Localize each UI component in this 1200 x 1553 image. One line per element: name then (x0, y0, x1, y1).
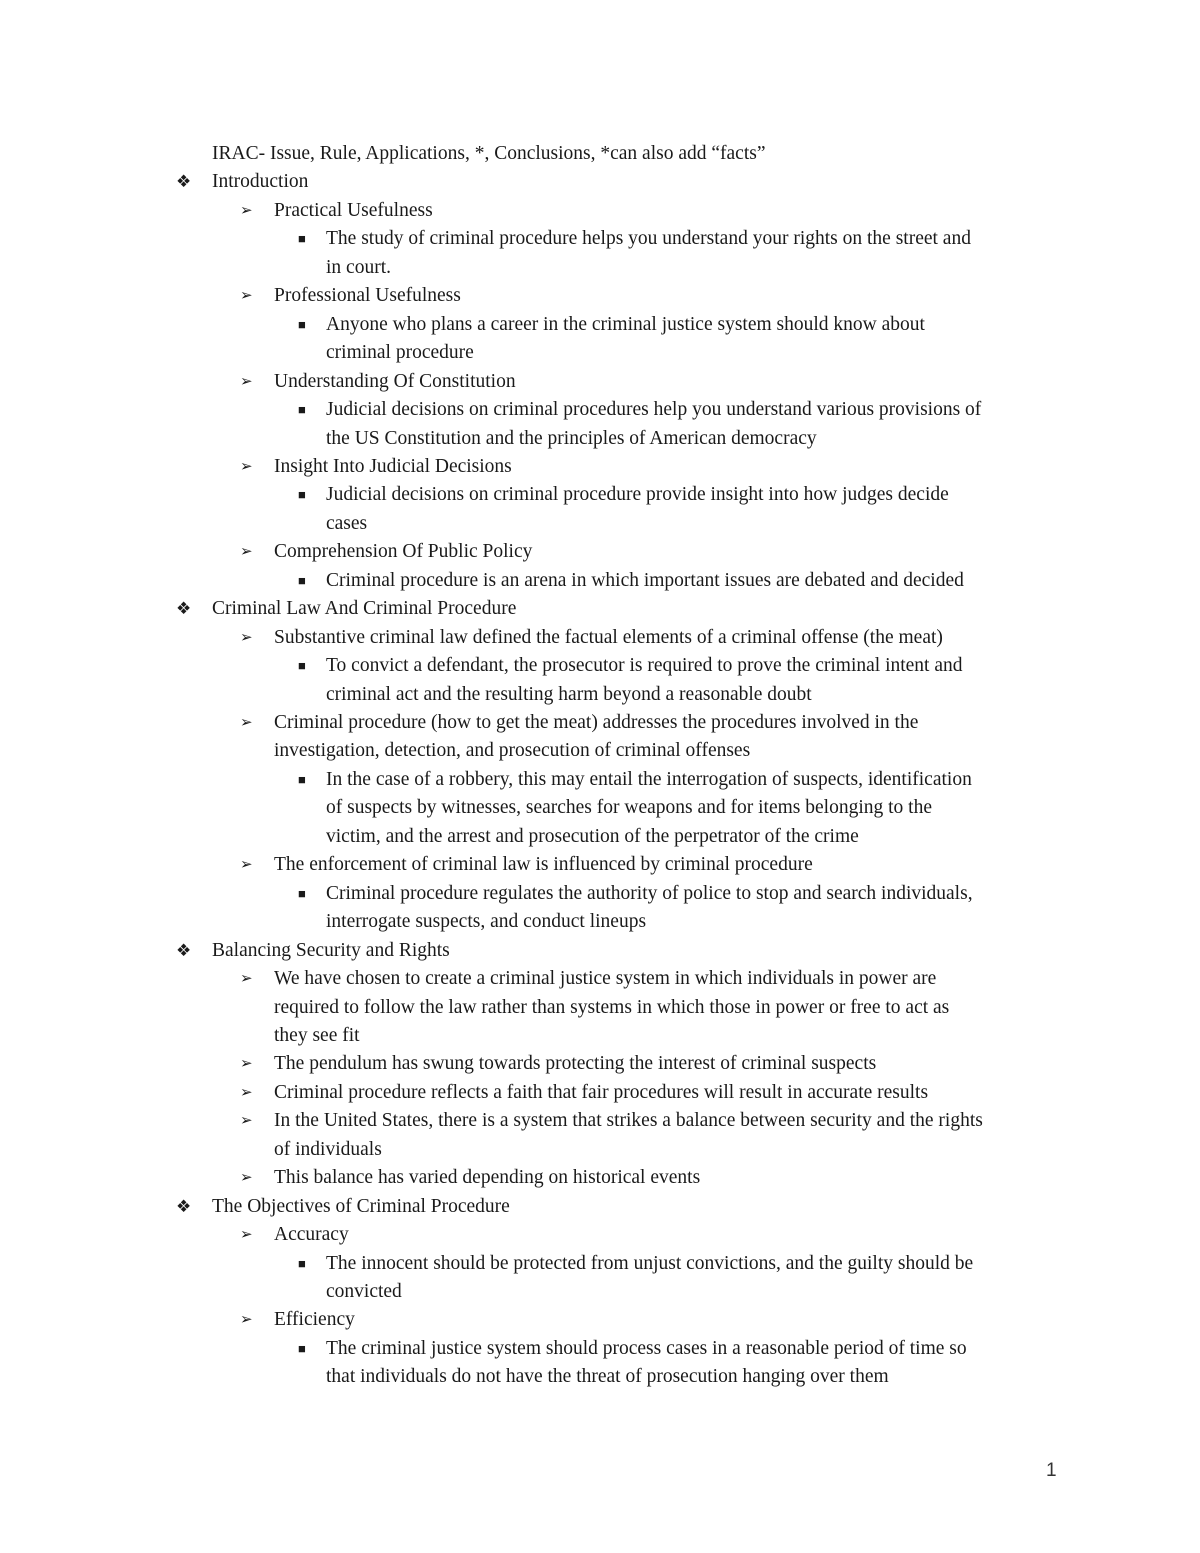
arrow-bullet-icon: ➢ (240, 1227, 253, 1244)
outline-detail-continuation: that individuals do not have the threat of prosecution hanging over them (326, 1366, 889, 1388)
outline-subitem: We have chosen to create a criminal justice system in which individuals in power are (274, 968, 937, 990)
outline-subitem: Efficiency (274, 1309, 355, 1331)
outline-detail: In the case of a robbery, this may entail the interrogation of suspects, identification (326, 768, 972, 790)
arrow-bullet-icon: ➢ (240, 1170, 253, 1187)
diamond-bullet-icon: ❖ (176, 940, 192, 960)
square-bullet-icon: ■ (298, 572, 306, 588)
outline-detail: To convict a defendant, the prosecutor is required to prove the criminal intent and (326, 655, 963, 677)
outline-subitem: Professional Usefulness (274, 285, 461, 307)
arrow-bullet-icon: ➢ (240, 1113, 253, 1130)
arrow-bullet-icon: ➢ (240, 1312, 253, 1329)
outline-detail: The study of criminal procedure helps you understand your rights on the street and (326, 228, 971, 250)
outline-heading: The Objectives of Criminal Procedure (212, 1195, 510, 1217)
arrow-bullet-icon: ➢ (240, 458, 253, 475)
outline-detail: Criminal procedure is an arena in which important issues are debated and decided (326, 569, 964, 591)
arrow-bullet-icon: ➢ (240, 202, 253, 219)
outline-subitem-continuation: they see fit (274, 1024, 360, 1046)
arrow-bullet-icon: ➢ (240, 544, 253, 561)
diamond-bullet-icon: ❖ (176, 1196, 192, 1216)
arrow-bullet-icon: ➢ (240, 1056, 253, 1073)
outline-subitem: Practical Usefulness (274, 199, 433, 221)
diamond-bullet-icon: ❖ (176, 599, 192, 619)
outline-subitem: Comprehension Of Public Policy (274, 541, 533, 563)
arrow-bullet-icon: ➢ (240, 1084, 253, 1101)
square-bullet-icon: ■ (298, 402, 306, 418)
outline-heading: Criminal Law And Criminal Procedure (212, 598, 517, 620)
outline-detail-continuation: of suspects by witnesses, searches for weapons and for items belonging to the (326, 797, 932, 819)
arrow-bullet-icon: ➢ (240, 373, 253, 390)
arrow-bullet-icon: ➢ (240, 629, 253, 646)
outline-heading: Balancing Security and Rights (212, 939, 450, 961)
outline-subitem-continuation: required to follow the law rather than systems in which those in power or free to act as (274, 996, 950, 1018)
arrow-bullet-icon: ➢ (240, 857, 253, 874)
outline-detail: Judicial decisions on criminal procedure provide insight into how judges decide (326, 484, 949, 506)
outline-subitem: Substantive criminal law defined the factual elements of a criminal offense (the meat) (274, 626, 943, 648)
outline-detail: The criminal justice system should process cases in a reasonable period of time so (326, 1337, 967, 1359)
outline-detail: Anyone who plans a career in the criminal justice system should know about (326, 313, 925, 335)
page-number: 1 (1046, 1460, 1057, 1481)
square-bullet-icon: ■ (298, 658, 306, 674)
diamond-bullet-icon: ❖ (176, 172, 192, 192)
outline-subitem: Criminal procedure (how to get the meat) addresses the procedures involved in the (274, 712, 919, 733)
outline-subitem: This balance has varied depending on historical events (274, 1167, 701, 1189)
arrow-bullet-icon: ➢ (240, 971, 253, 988)
outline-subitem: Criminal procedure reflects a faith that fair procedures will result in accurate results (274, 1081, 929, 1103)
outline-subitem: Understanding Of Constitution (274, 370, 516, 392)
square-bullet-icon: ■ (298, 1255, 306, 1271)
outline-detail-continuation: victim, and the arrest and prosecution of the perpetrator of the crime (326, 825, 859, 847)
outline-detail-continuation: criminal procedure (326, 342, 474, 364)
outline-subitem: Insight Into Judicial Decisions (274, 455, 512, 477)
square-bullet-icon: ■ (298, 771, 306, 787)
outline-detail-continuation: in court. (326, 256, 391, 278)
outline-subitem: In the United States, there is a system that strikes a balance between security and the rights (274, 1110, 983, 1132)
outline-detail-continuation: criminal act and the resulting harm beyond a reasonable doubt (326, 683, 812, 705)
outline-subitem: The pendulum has swung towards protecting the interest of criminal suspects (274, 1053, 877, 1075)
outline-detail-continuation: the US Constitution and the principles of American democracy (326, 427, 817, 449)
outline-detail: Criminal procedure regulates the authority of police to stop and search individuals, (326, 882, 973, 904)
square-bullet-icon: ■ (298, 1340, 306, 1356)
square-bullet-icon: ■ (298, 885, 306, 901)
outline-detail: The innocent should be protected from unjust convictions, and the guilty should be (326, 1252, 974, 1274)
outline-detail-continuation: interrogate suspects, and conduct lineups (326, 911, 647, 933)
outline-subitem-continuation: investigation, detection, and prosecution of criminal offenses (274, 740, 751, 762)
square-bullet-icon: ■ (298, 316, 306, 332)
square-bullet-icon: ■ (298, 487, 306, 503)
outline-subitem-continuation: of individuals (274, 1138, 382, 1160)
outline-subitem: Accuracy (274, 1224, 349, 1246)
outline-detail-continuation: convicted (326, 1281, 402, 1302)
outline-subitem: The enforcement of criminal law is influenced by criminal procedure (274, 854, 813, 876)
outline-detail-continuation: cases (326, 512, 368, 534)
arrow-bullet-icon: ➢ (240, 715, 253, 731)
square-bullet-icon: ■ (298, 231, 306, 247)
outline-heading: Introduction (212, 171, 309, 193)
irac-header: IRAC- Issue, Rule, Applications, *, Conclusions, *can also add “facts” (212, 143, 766, 164)
arrow-bullet-icon: ➢ (240, 288, 253, 305)
outline-detail: Judicial decisions on criminal procedures help you understand various provisions of (326, 399, 982, 421)
